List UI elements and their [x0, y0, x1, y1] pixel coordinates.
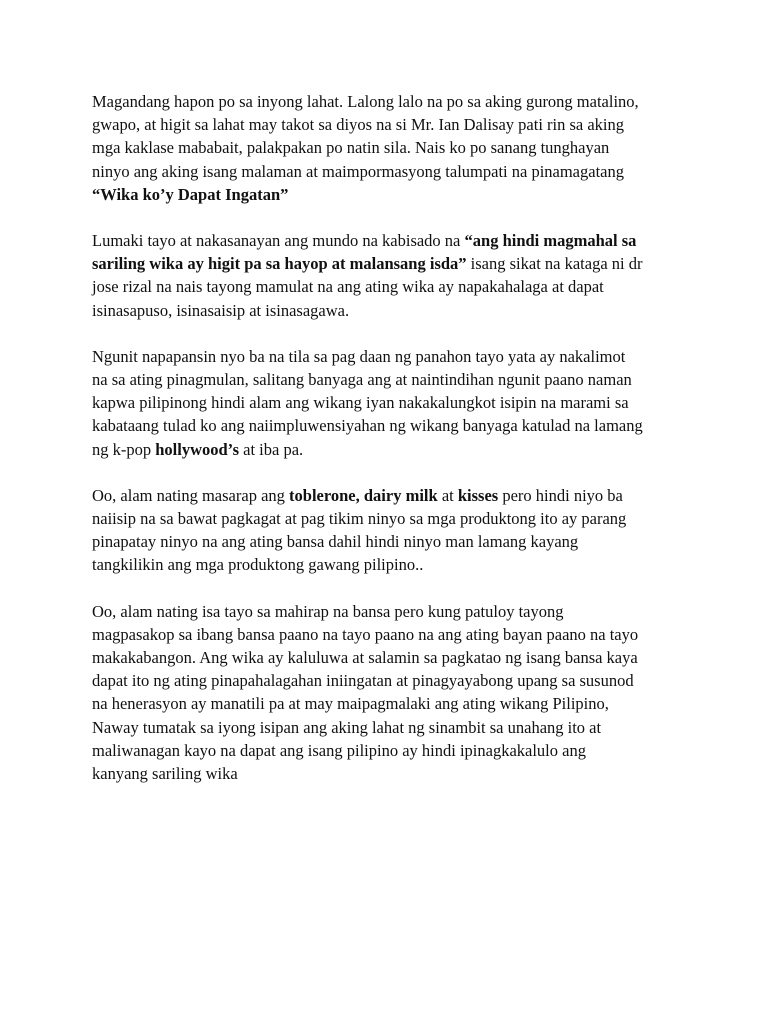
paragraph-5: [92, 600, 708, 786]
text-line: [92, 623, 708, 646]
bold-text-run: “ang hindi magmahal sa: [464, 231, 637, 251]
text-run: Ngunit napapansin nyo ba na tila sa pag daan ng panahon tayo yata ay nakalimot: [92, 346, 626, 366]
text-line: [92, 252, 708, 275]
text-line: [92, 368, 708, 391]
bold-text-run: kisses: [457, 485, 499, 505]
bold-text-run: toblerone, dairy milk: [289, 485, 438, 505]
text-run: tangkilikin ang mga produktong gawang pilipino..: [92, 555, 424, 575]
text-run: gwapo, at higit sa lahat may takot sa diyos na si Mr. Ian Dalisay pati rin sa aking: [92, 115, 625, 135]
text-line: [92, 600, 708, 623]
text-line: [92, 716, 708, 739]
text-line: [92, 692, 708, 715]
text-run: pinapatay ninyo na ang ating bansa dahil hindi ninyo man lamang kayang: [92, 532, 579, 552]
text-line: [92, 739, 708, 762]
text-line: [92, 275, 708, 298]
text-run: naiisip na sa bawat pagkagat at pag tikim ninyo sa mga produktong ito ay parang: [92, 509, 627, 529]
paragraph-1: [92, 90, 708, 206]
text-line: [92, 299, 708, 322]
text-run: na henerasyon ay manatili pa at may maipagmalaki ang ating wikang Pilipino,: [92, 694, 609, 714]
text-run: Naway tumatak sa iyong isipan ang aking lahat ng sinambit sa unahang ito at: [92, 717, 602, 737]
text-run: kabataang tulad ko ang naiimpluwensiyahan ng wikang banyaga katulad na lamang: [92, 416, 643, 436]
text-run: magpasakop sa ibang bansa paano na tayo paano na ang ating bayan paano na tayo: [92, 624, 639, 644]
text-line: [92, 507, 708, 530]
text-run: dapat ito ng ating pinapahalagahan iniingatan at pinagyayabong upang sa susunod: [92, 671, 634, 691]
text-line: [92, 530, 708, 553]
text-line: [92, 438, 708, 461]
text-run: kanyang sariling wika: [92, 764, 238, 784]
text-line: [92, 414, 708, 437]
text-run: ninyo ang aking isang malaman at maimpormasyong talumpati na pinamagatang: [92, 161, 624, 181]
text-line: [92, 113, 708, 136]
text-line: [92, 762, 708, 785]
text-line: [92, 345, 708, 368]
document-body: [92, 90, 708, 785]
text-line: [92, 669, 708, 692]
paragraph-2: [92, 229, 708, 322]
text-run: Oo, alam nating masarap ang: [92, 485, 290, 505]
text-run: pero hindi niyo ba: [498, 485, 623, 505]
bold-text-run: hollywood’s: [155, 439, 239, 459]
text-run: at iba pa.: [239, 439, 304, 459]
text-line: [92, 136, 708, 159]
paragraph-3: [92, 345, 708, 461]
text-run: Magandang hapon po sa inyong lahat. Lalong lalo na po sa aking gurong matalino,: [92, 92, 639, 111]
text-run: at: [437, 485, 458, 505]
text-run: isinasapuso, isinasaisip at isinasagawa.: [92, 300, 350, 320]
text-line: [92, 391, 708, 414]
text-run: Lumaki tayo at nakasanayan ang mundo na kabisado na: [92, 231, 465, 251]
text-run: mga kaklase mababait, palakpakan po natin sila. Nais ko po sanang tunghayan: [92, 138, 610, 158]
text-run: jose rizal na nais tayong mamulat na ang ating wika ay napakahalaga at dapat: [92, 277, 604, 297]
paragraph-4: [92, 484, 708, 577]
text-line: [92, 229, 708, 252]
text-line: [92, 484, 708, 507]
text-run: na sa ating pinagmulan, salitang banyaga ang at naintindihan ngunit paano naman: [92, 370, 632, 390]
bold-text-run: “Wika ko’y Dapat Ingatan”: [92, 184, 289, 204]
text-run: maliwanagan kayo na dapat ang isang pilipino ay hindi ipinagkakalulo ang: [92, 740, 586, 760]
text-line: [92, 553, 708, 576]
text-run: makakabangon. Ang wika ay kaluluwa at salamin sa pagkatao ng isang bansa kaya: [92, 648, 638, 668]
text-line: [92, 646, 708, 669]
text-line: [92, 90, 708, 113]
text-run: ng k-pop: [92, 439, 156, 459]
text-line: [92, 160, 708, 183]
bold-text-run: sariling wika ay higit pa sa hayop at malansang isda”: [92, 254, 467, 274]
text-run: Oo, alam nating isa tayo sa mahirap na bansa pero kung patuloy tayong: [92, 601, 564, 621]
text-line: [92, 183, 708, 206]
text-run: isang sikat na kataga ni dr: [466, 254, 643, 274]
text-run: kapwa pilipinong hindi alam ang wikang iyan nakakalungkot isipin na marami sa: [92, 393, 629, 413]
